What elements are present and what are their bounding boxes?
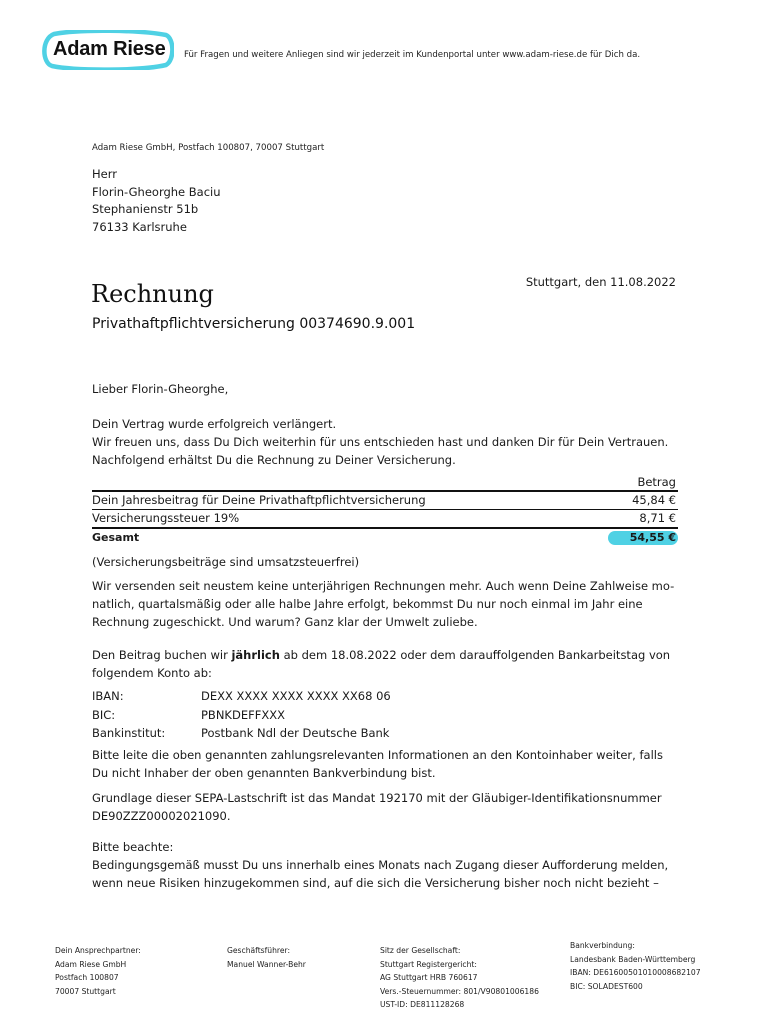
recipient-salutation: Herr [92,167,117,181]
bank-value: DEXX XXXX XXXX XXXX XX68 06 [201,689,391,703]
document-subtitle: Privathaftpflichtversicherung 00374690.9.001 [92,316,416,332]
paragraph-line: Bitte leite die oben genannten zahlungsrelevanten Informationen an den Kontoinhaber weiter, falls [92,748,663,762]
table-row [92,509,678,527]
bank-key: IBAN: [92,689,124,703]
footer-contact [55,944,141,998]
paragraph-line: Bedingungsgemäß musst Du uns innerhalb eines Monats nach Zugang dieser Aufforderung melden, [92,858,669,873]
invoice-table [92,473,678,547]
recipient-name: Florin-Gheorghe Baciu [92,184,221,199]
environment-paragraph [92,577,674,632]
item-label: Dein Jahresbeitrag für Deine Privathaftpflichtversicherung [92,493,426,507]
forward-note [92,746,663,782]
paragraph-line: wenn neue Risiken hinzugekommen sind, auf die sich die Versicherung bisher noch nicht bezieht – [92,876,659,891]
table-header-row [92,473,678,491]
header-contact-note: Für Fragen und weitere Anliegen sind wir jederzeit im Kundenportal unter www.adam-riese.de für Dich da. [184,50,641,60]
recipient-city: 76133 Karlsruhe [92,219,187,234]
document-title: Rechnung [91,280,214,308]
footer-line: BIC: SOLADEST600 [570,981,643,991]
notice-paragraph [92,838,668,893]
item-amount: 45,84 € [632,493,676,507]
debit-paragraph [92,646,670,682]
footer-heading: Geschäftsführer: [227,946,291,955]
footer-line: UST-ID: DE811128268 [380,1000,465,1009]
amount-column-header: Betrag [637,475,676,489]
footer-line: Manuel Wanner-Behr [227,959,306,969]
footer-line: Vers.-Steuernummer: 801/V90801006186 [380,986,539,996]
paragraph-line: Grundlage dieser SEPA-Lastschrift ist das Mandat 192170 mit der Gläubiger-Identifikationsnummer [92,791,662,805]
footer-line: 70007 Stuttgart [55,986,116,996]
intro-line: Nachfolgend erhältst Du die Rechnung zu Deiner Versicherung. [92,453,456,468]
recipient-street: Stephanienstr 51b [92,202,199,216]
footer-heading: Bankverbindung: [570,941,635,950]
table-row [92,491,678,509]
footer-line: AG Stuttgart HRB 760617 [380,973,478,982]
table-total-divider [92,527,678,529]
intro-paragraph [92,415,668,470]
footer-registry [380,944,539,1012]
brand-name: Adam Riese [53,38,166,60]
intro-line: Wir freuen uns, dass Du Dich weiterhin für uns entschieden hast und danken Dir für Dein Vertrauen. [92,435,669,450]
footer-heading: Dein Ansprechpartner: [55,946,141,955]
table-header-divider [92,490,678,492]
table-row-divider [92,509,678,510]
footer-line: Stuttgart Registergericht: [380,959,477,969]
paragraph-line: Du nicht Inhaber der oben genannten Bankverbindung bist. [92,766,436,781]
bank-value: Postbank Ndl der Deutsche Bank [201,726,390,740]
footer-heading: Sitz der Gesellschaft: [380,946,461,955]
footer-line: Adam Riese GmbH [55,959,127,969]
footer-bank [570,939,701,993]
item-label: Versicherungssteuer 19% [92,511,240,525]
footer-line: IBAN: DE61600501010008682107 [570,968,701,977]
footer-line: Postfach 100807 [55,973,119,982]
debit-line: folgendem Konto ab: [92,666,212,681]
sepa-note [92,789,662,825]
intro-line: Dein Vertrag wurde erfolgreich verlängert. [92,417,337,431]
paragraph-line: DE90ZZZ00002021090. [92,809,231,824]
paragraph-line: Rechnung zugeschickt. Und warum? Ganz klar der Umwelt zuliebe. [92,615,478,630]
bank-value: PBNKDEFFXXX [201,707,285,722]
total-label: Gesamt [92,531,140,544]
document-date: Stuttgart, den 11.08.2022 [525,275,676,289]
footer-management [227,944,306,971]
item-amount: 8,71 € [639,511,676,525]
notice-heading: Bitte beachte: [92,840,174,854]
bank-key: Bankinstitut: [92,726,166,740]
debit-text: ab dem 18.08.2022 oder dem darauffolgenden Bankarbeitstag von [279,648,671,662]
recipient-address [92,166,221,236]
paragraph-line: natlich, quartalsmäßig oder alle halbe Jahre erfolgt, bekommst Du nur noch einmal im Jahr eine [92,597,643,612]
greeting: Lieber Florin-Gheorghe, [92,382,229,396]
footer-line: Landesbank Baden-Württemberg [570,954,696,964]
total-amount: 54,55 € [629,531,676,544]
debit-frequency: jährlich [231,648,280,662]
total-row [92,529,678,547]
bank-key: BIC: [92,707,116,722]
paragraph-line: Wir versenden seit neustem keine unterjährigen Rechnungen mehr. Auch wenn Deine Zahlweise mo- [92,579,675,593]
tax-note: (Versicherungsbeiträge sind umsatzsteuerfrei) [92,555,360,569]
sender-line: Adam Riese GmbH, Postfach 100807, 70007 Stuttgart [92,143,325,153]
debit-text: Den Beitrag buchen wir [92,648,232,662]
